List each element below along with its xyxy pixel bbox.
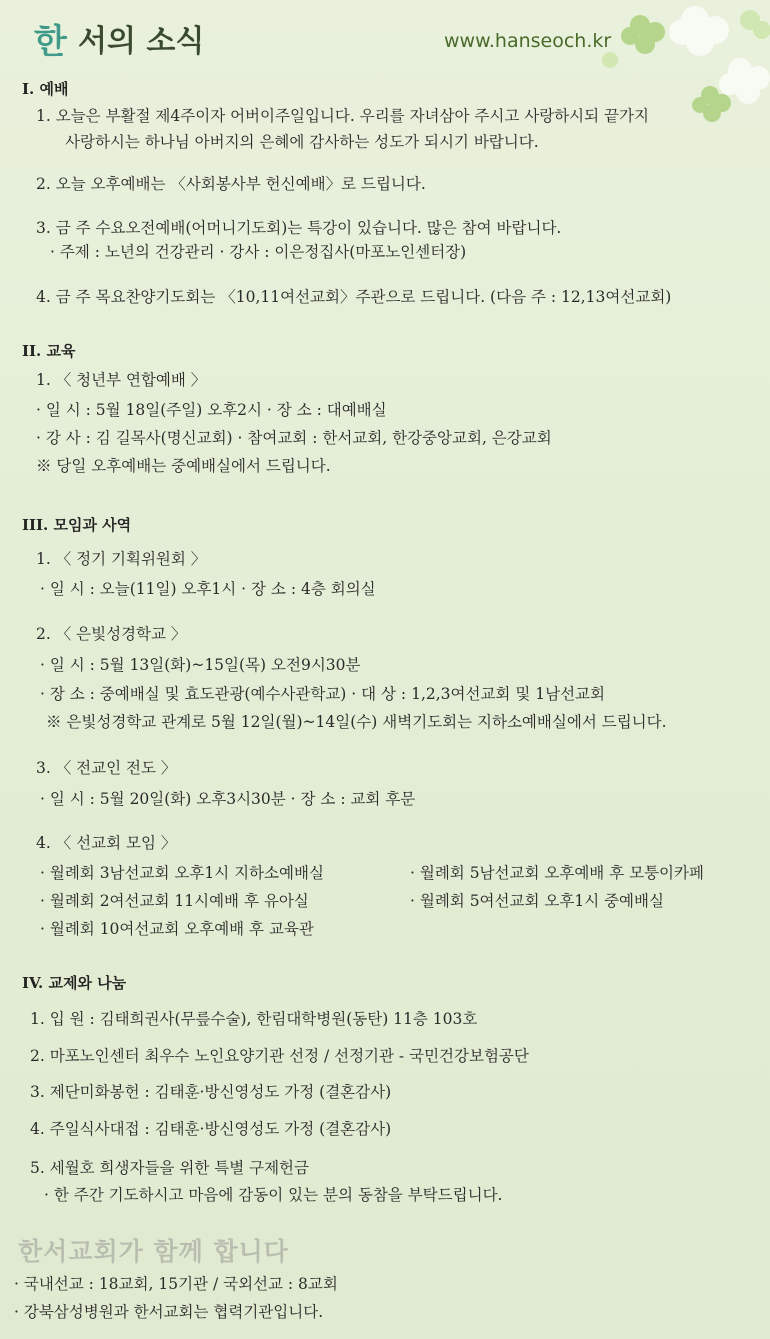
notice-line-s3-title: III. 모임과 사역: [22, 516, 132, 534]
notice-line-s3-4c: · 월례회 2여선교회 11시예배 후 유아실: [40, 892, 309, 910]
notice-line-s1-1a: 1. 오늘은 부활절 제4주이자 어버이주일입니다. 우리를 자녀삼아 주시고 사랑하시되 끝가지: [36, 107, 649, 125]
notice-line-s3-4d: · 월례회 5여선교회 오후1시 중예배실: [410, 892, 664, 910]
notice-line-s3-2: 2. 〈 은빛성경학교 〉: [36, 625, 187, 643]
notice-line-s2-title: II. 교육: [22, 342, 76, 360]
notice-line-s4-4: 4. 주일식사대접 : 김태훈·방신영성도 가정 (결혼감사): [30, 1120, 392, 1138]
notice-line-s1-title: I. 예배: [22, 80, 69, 98]
notice-line-f-2: · 강북삼성병원과 한서교회는 협력기관입니다.: [14, 1303, 324, 1321]
logo-han: 한: [34, 22, 67, 62]
footer-slogan: 한서교회가 함께 합니다: [18, 1237, 289, 1266]
notice-line-s3-4: 4. 〈 선교회 모임 〉: [36, 834, 177, 852]
notice-line-s3-3: 3. 〈 전교인 전도 〉: [36, 759, 177, 777]
notice-line-s2-1c: ※ 당일 오후예배는 중예배실에서 드립니다.: [36, 457, 331, 475]
website-url[interactable]: www.hanseoch.kr: [444, 30, 612, 52]
page-title: 서의 소식: [78, 24, 205, 59]
notice-line-s4-1: 1. 입 원 : 김태희권사(무릎수술), 한림대학병원(동탄) 11층 103호: [30, 1010, 478, 1028]
notice-line-s3-4b: · 월례회 5남선교회 오후예배 후 모퉁이카페: [410, 864, 704, 882]
notice-line-s4-title: IV. 교제와 나눔: [22, 974, 127, 992]
notice-line-s4-2: 2. 마포노인센터 최우수 노인요양기관 선정 / 선정기관 - 국민건강보험공단: [30, 1047, 529, 1065]
notice-line-s1-3b: · 주제 : 노년의 건강관리 · 강사 : 이은정집사(마포노인센터장): [50, 243, 467, 261]
notice-line-s4-5: 5. 세월호 희생자들을 위한 특별 구제헌금: [30, 1159, 309, 1177]
notice-line-s3-2c: ※ 은빛성경학교 관계로 5월 12일(월)~14일(수) 새벽기도회는 지하소예배실에서 드립니다.: [46, 713, 667, 731]
notice-line-s4-3: 3. 제단미화봉헌 : 김태훈·방신영성도 가정 (결혼감사): [30, 1083, 392, 1101]
notice-line-f-1: · 국내선교 : 18교회, 15기관 / 국외선교 : 8교회: [14, 1275, 338, 1293]
page-header: [0, 0, 770, 68]
notice-line-s2-1b: · 강 사 : 김 길목사(명신교회) · 참여교회 : 한서교회, 한강중앙교회, 은강교회: [36, 429, 552, 447]
notice-line-s3-1a: · 일 시 : 오늘(11일) 오후1시 · 장 소 : 4층 회의실: [40, 580, 376, 598]
notice-line-s3-2a: · 일 시 : 5월 13일(화)~15일(목) 오전9시30분: [40, 656, 361, 674]
notice-line-s1-1b: 사랑하시는 하나님 아버지의 은혜에 감사하는 성도가 되시기 바랍니다.: [65, 133, 539, 151]
notice-line-s3-3a: · 일 시 : 5월 20일(화) 오후3시30분 · 장 소 : 교회 후문: [40, 790, 416, 808]
notice-line-s4-5a: · 한 주간 기도하시고 마음에 감동이 있는 분의 동참을 부탁드립니다.: [44, 1186, 503, 1204]
notice-line-s3-1: 1. 〈 정기 기획위원회 〉: [36, 550, 207, 568]
notice-line-s2-1: 1. 〈 청년부 연합예배 〉: [36, 371, 207, 389]
notice-line-s3-2b: · 장 소 : 중예배실 및 효도관광(예수사관학교) · 대 상 : 1,2,3여선교회 및 1남선교회: [40, 685, 605, 703]
notice-line-s3-4e: · 월례회 10여선교회 오후예배 후 교육관: [40, 920, 314, 938]
notice-line-s1-4: 4. 금 주 목요찬양기도회는 〈10,11여선교회〉주관으로 드립니다. (다음 주 : 12,13여선교회): [36, 288, 672, 306]
notice-line-s1-3a: 3. 금 주 수요오전예배(어머니기도회)는 특강이 있습니다. 많은 참여 바랍니다.: [36, 219, 562, 237]
notice-line-s2-1a: · 일 시 : 5월 18일(주일) 오후2시 · 장 소 : 대예배실: [36, 401, 387, 419]
notice-line-s1-2: 2. 오늘 오후예배는 〈사회봉사부 헌신예배〉로 드립니다.: [36, 175, 426, 193]
notice-line-s3-4a: · 월례회 3남선교회 오후1시 지하소예배실: [40, 864, 324, 882]
